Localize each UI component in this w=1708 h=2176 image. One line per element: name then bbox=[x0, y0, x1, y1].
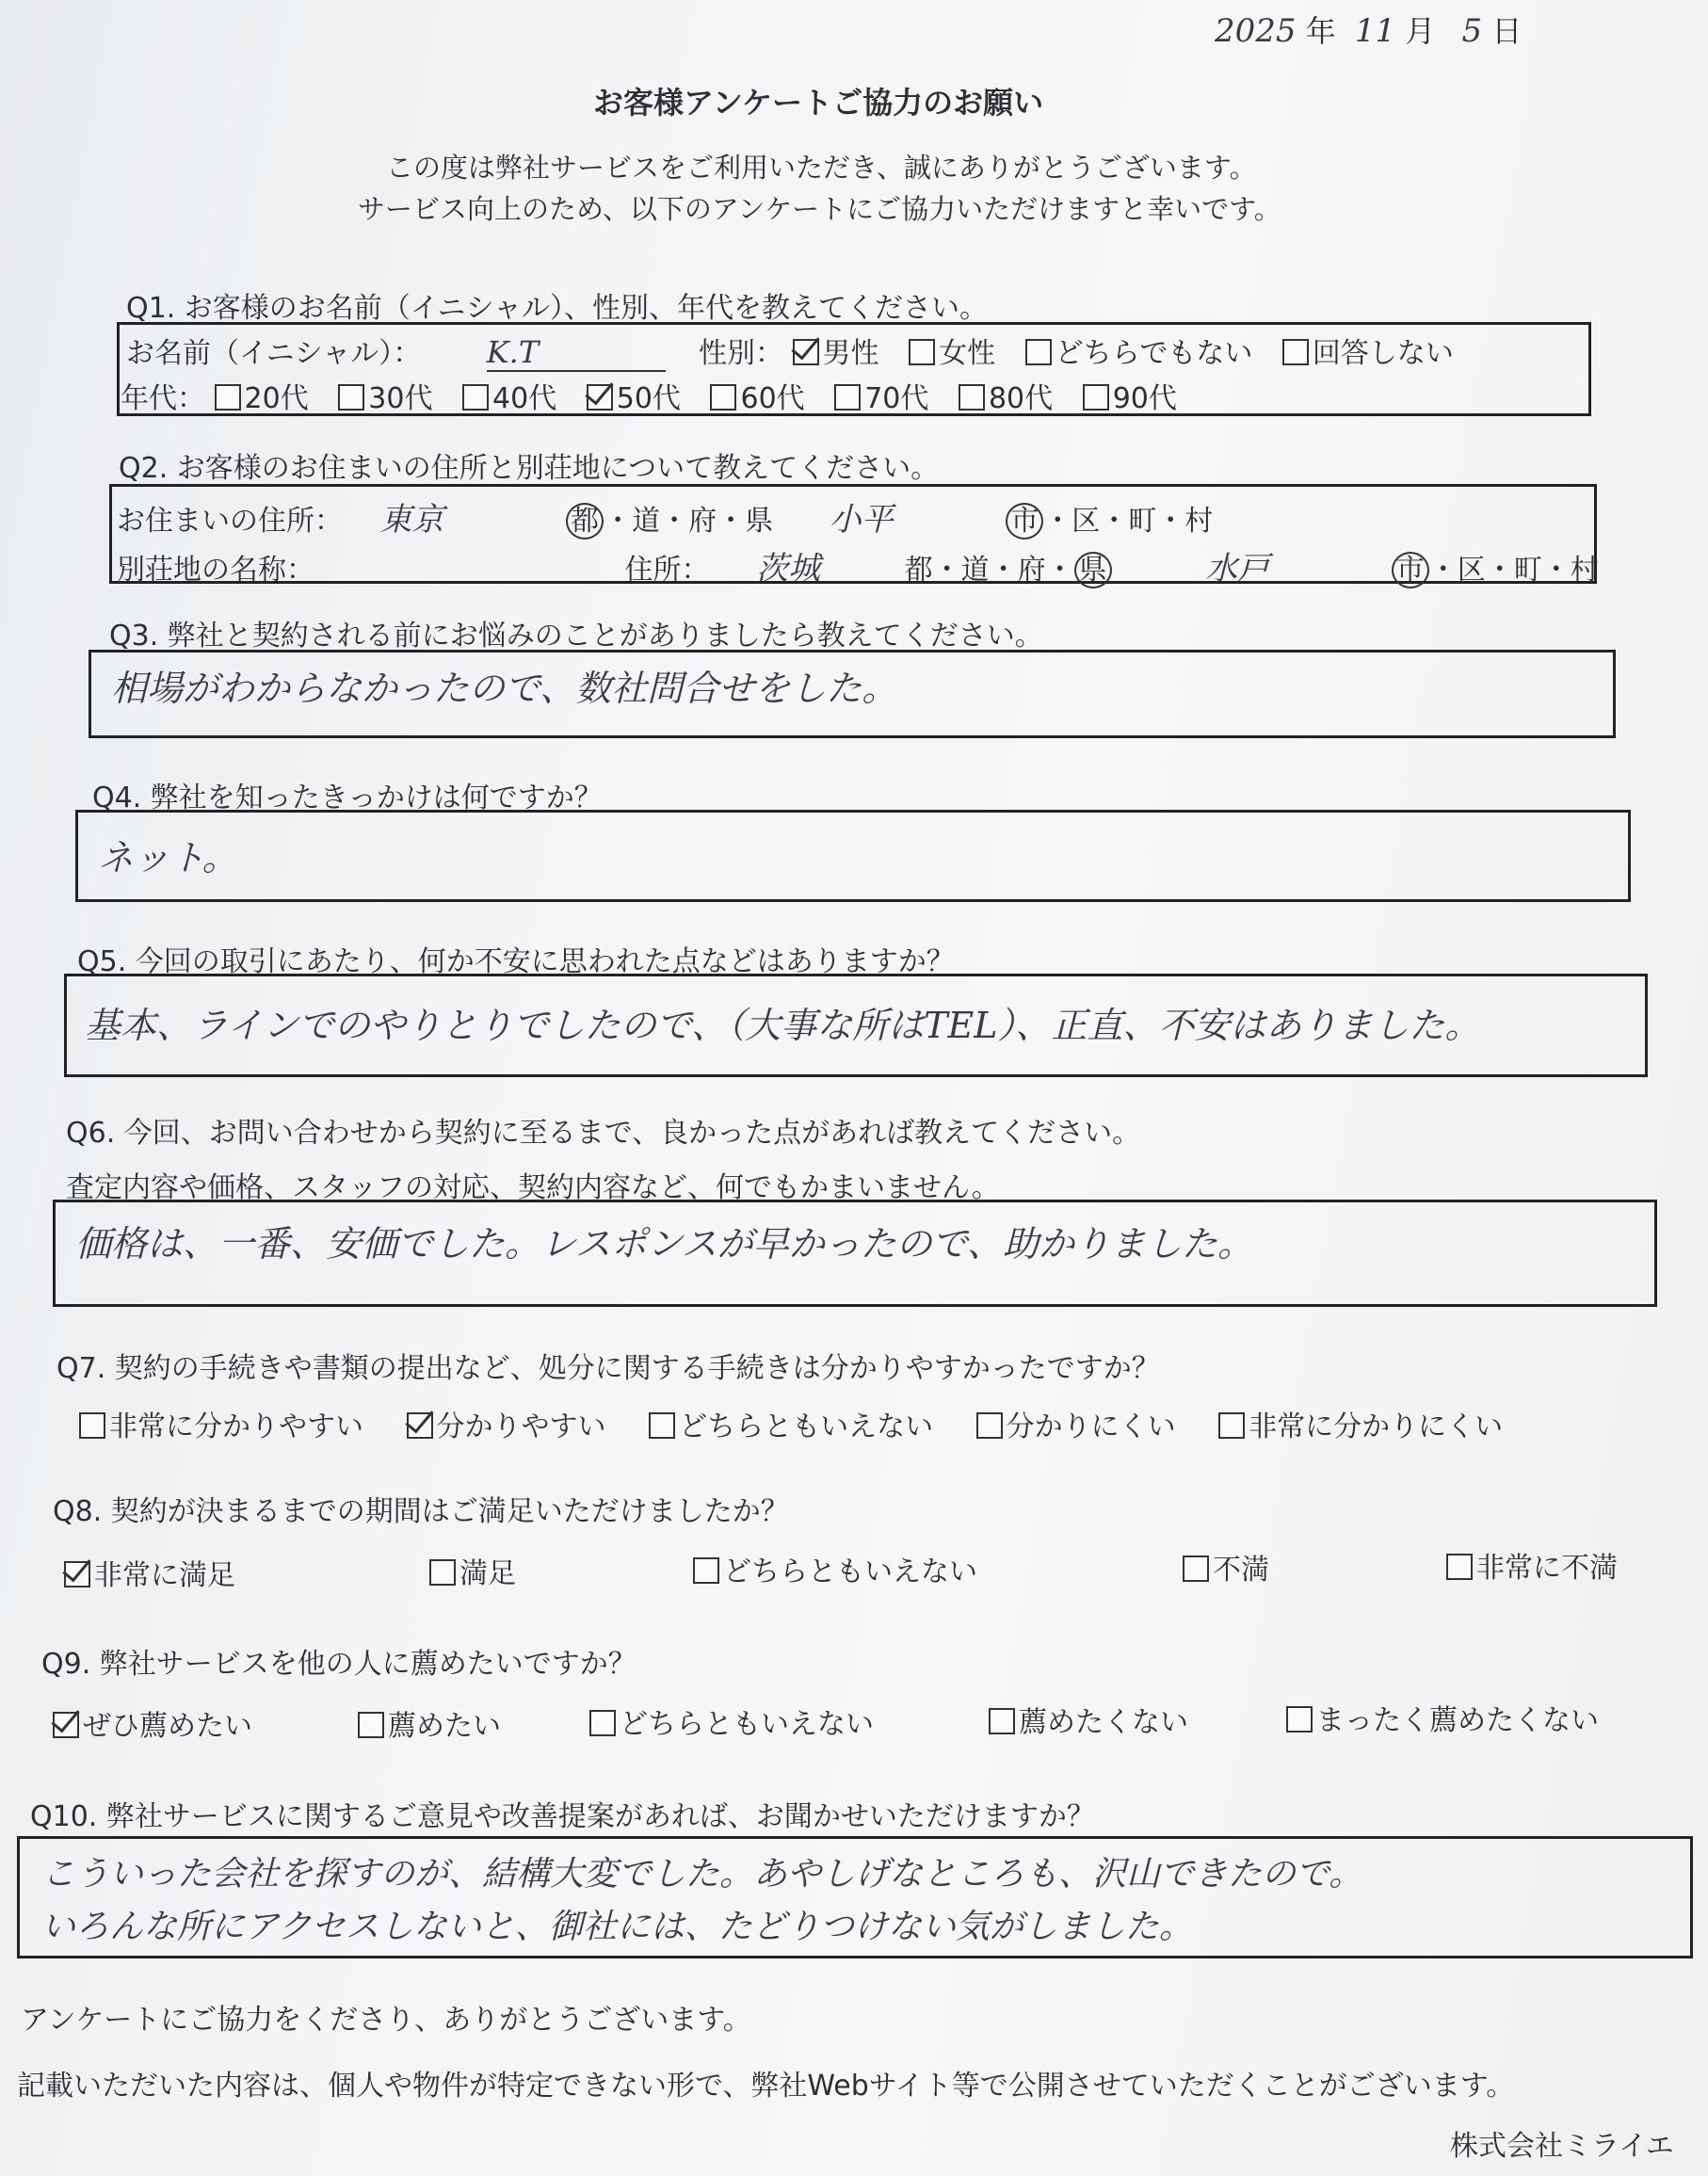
q4-answer: ネット。 bbox=[98, 837, 238, 878]
date-day: 5 bbox=[1461, 12, 1483, 50]
q10-answer-line-2: いろんな所にアクセスしないと、御社には、たどりつけない気がしました。 bbox=[41, 1908, 1193, 1946]
checkbox-icon[interactable] bbox=[429, 1559, 456, 1586]
q8-option-neutral[interactable]: どちらともいえない bbox=[693, 1548, 977, 1589]
villa-city-suffixes: 市 ・区・町・村 bbox=[1392, 554, 1599, 587]
q9-option-neutral[interactable]: どちらともいえない bbox=[589, 1701, 874, 1742]
q4-question: Q4. 弊社を知ったきっかけは何ですか？ bbox=[92, 782, 603, 814]
checkbox-icon[interactable] bbox=[976, 1412, 1003, 1439]
villa-city[interactable]: 水戸 bbox=[1205, 550, 1270, 588]
checkbox-icon[interactable] bbox=[407, 1412, 433, 1439]
q9-option-definitely[interactable]: ぜひ薦めたい bbox=[53, 1702, 252, 1744]
checkbox-icon[interactable] bbox=[462, 384, 489, 411]
age-option-90[interactable]: 90代 bbox=[1083, 382, 1177, 415]
checkbox-icon[interactable] bbox=[79, 1412, 105, 1439]
intro-line-1: この度は弊社サービスをご利用いただき、誠にありがとうございます。 bbox=[386, 152, 1257, 184]
q9-option-recommend[interactable]: 薦めたい bbox=[358, 1702, 501, 1744]
home-label: お住まいの住所： bbox=[117, 505, 343, 538]
age-option-80[interactable]: 80代 bbox=[959, 382, 1053, 415]
villa-address-label: 住所： bbox=[624, 554, 710, 587]
age-option-50[interactable]: 50代 bbox=[587, 382, 681, 415]
q5-answer: 基本、ラインでのやりとりでしたので、（大事な所はTEL）、正直、不安はありました。 bbox=[85, 1005, 1481, 1046]
q8-question: Q8. 契約が決まるまでの期間はご満足いただけましたか？ bbox=[53, 1495, 789, 1528]
age-option-60[interactable]: 60代 bbox=[710, 382, 804, 415]
gender-option-male[interactable]: 男性 bbox=[793, 337, 879, 370]
q7-options bbox=[79, 1403, 1523, 1444]
home-pref-suffixes: 都 ・道・府・県 bbox=[566, 505, 782, 538]
q7-option-very-easy[interactable]: 非常に分かりやすい bbox=[79, 1410, 363, 1443]
q4-box[interactable] bbox=[75, 810, 1631, 902]
q9-option-not-recommend[interactable]: 薦めたくない bbox=[989, 1699, 1188, 1740]
checkbox-icon[interactable] bbox=[710, 384, 736, 411]
gender-option-neither[interactable]: どちらでもない bbox=[1025, 337, 1253, 370]
q8-option-very-satisfied[interactable]: 非常に満足 bbox=[64, 1552, 235, 1593]
q3-answer: 相場がわからなかったので、数社問合せをした。 bbox=[111, 668, 898, 709]
q7-option-easy[interactable]: 分かりやすい bbox=[407, 1410, 606, 1443]
q2-villa-row bbox=[117, 542, 1599, 588]
q6-answer: 価格は、一番、安価でした。レスポンスが早かったので、助かりました。 bbox=[75, 1223, 1253, 1265]
home-city-suffixes: 市 ・区・町・村 bbox=[1006, 505, 1213, 538]
checkbox-icon[interactable] bbox=[589, 1710, 616, 1736]
q2-home-row bbox=[117, 493, 1213, 540]
q8-option-very-dissatisfied[interactable]: 非常に不満 bbox=[1446, 1544, 1618, 1586]
checkbox-icon[interactable] bbox=[1282, 339, 1309, 365]
gender-option-female[interactable]: 女性 bbox=[909, 337, 995, 370]
checkbox-icon[interactable] bbox=[53, 1712, 79, 1738]
checkbox-icon[interactable] bbox=[793, 339, 819, 365]
footer-thanks: アンケートにご協力をくださり、ありがとうございます。 bbox=[21, 2004, 751, 2037]
q3-question: Q3. 弊社と契約される前にお悩みのことがありましたら教えてください。 bbox=[109, 620, 1043, 653]
checkbox-icon[interactable] bbox=[587, 384, 613, 411]
q1-name-row bbox=[126, 330, 666, 372]
checkbox-icon[interactable] bbox=[909, 339, 935, 365]
villa-pref[interactable]: 茨城 bbox=[756, 550, 821, 588]
checkbox-icon[interactable] bbox=[834, 384, 861, 411]
q8-option-satisfied[interactable]: 満足 bbox=[429, 1550, 516, 1591]
q9-option-never[interactable]: まったく薦めたくない bbox=[1286, 1697, 1599, 1738]
intro-line-2: サービス向上のため、以下のアンケートにご協力いただけますと幸いです。 bbox=[358, 193, 1281, 225]
q9-question: Q9. 弊社サービスを他の人に薦めたいですか？ bbox=[41, 1648, 636, 1681]
date-year-unit: 年 bbox=[1305, 13, 1336, 49]
q7-option-hard[interactable]: 分かりにくい bbox=[976, 1410, 1176, 1443]
q1-age-row bbox=[121, 375, 1198, 416]
age-label: 年代： bbox=[121, 382, 205, 415]
checkbox-icon[interactable] bbox=[1218, 1412, 1245, 1439]
home-pref[interactable]: 東京 bbox=[379, 501, 444, 539]
date-day-unit: 日 bbox=[1491, 13, 1523, 49]
gender-label: 性別： bbox=[699, 337, 783, 370]
q6-sub: 査定内容や価格、スタッフの対応、契約内容など、何でもかまいません。 bbox=[66, 1171, 1000, 1204]
checkbox-icon[interactable] bbox=[1083, 384, 1109, 411]
age-option-20[interactable]: 20代 bbox=[215, 382, 309, 415]
q7-question: Q7. 契約の手続きや書類の提出など、処分に関する手続きは分かりやすかったですか？ bbox=[56, 1352, 1160, 1385]
age-option-40[interactable]: 40代 bbox=[462, 382, 556, 415]
checkbox-icon[interactable] bbox=[989, 1708, 1015, 1734]
home-city[interactable]: 小平 bbox=[829, 501, 894, 539]
age-option-70[interactable]: 70代 bbox=[834, 382, 928, 415]
q10-question: Q10. 弊社サービスに関するご意見や改善提案があれば、お聞かせいただけますか？ bbox=[30, 1800, 1095, 1833]
q1-gender-row bbox=[699, 330, 1474, 371]
page-title: お客様アンケートご協力のお願い bbox=[593, 85, 1044, 121]
checkbox-icon[interactable] bbox=[1025, 339, 1052, 365]
footer-note: 記載いただいた内容は、個人や物件が特定できない形で、弊社Webサイト等で公開させていただくことがございます。 bbox=[17, 2070, 1515, 2103]
checkbox-icon[interactable] bbox=[649, 1412, 675, 1439]
age-option-30[interactable]: 30代 bbox=[338, 382, 432, 415]
q1-question: Q1. お客様のお名前（イニシャル）、性別、年代を教えてください。 bbox=[126, 292, 988, 325]
date-month: 11 bbox=[1354, 12, 1396, 50]
checkbox-icon[interactable] bbox=[1446, 1554, 1473, 1580]
checkbox-icon[interactable] bbox=[215, 384, 241, 411]
q2-question: Q2. お客様のお住まいの住所と別荘地について教えてください。 bbox=[119, 452, 940, 485]
q8-option-dissatisfied[interactable]: 不満 bbox=[1183, 1546, 1269, 1588]
checkbox-icon[interactable] bbox=[1286, 1706, 1313, 1733]
checkbox-icon[interactable] bbox=[64, 1561, 90, 1588]
checkbox-icon[interactable] bbox=[693, 1557, 719, 1584]
name-value[interactable]: K.T bbox=[487, 334, 666, 372]
date-year: 2025 bbox=[1215, 12, 1297, 50]
q10-answer-line-1: こういった会社を探すのが、結構大変でした。あやしげなところも、沢山できたので。 bbox=[41, 1855, 1363, 1894]
q6-question: Q6. 今回、お問い合わせから契約に至るまで、良かった点があれば教えてください。 bbox=[66, 1117, 1141, 1150]
date-month-unit: 月 bbox=[1405, 13, 1436, 49]
checkbox-icon[interactable] bbox=[959, 384, 985, 411]
villa-pref-suffixes: 都・道・府・ 県 bbox=[905, 554, 1121, 587]
q5-question: Q5. 今回の取引にあたり、何か不安に思われた点などはありますか？ bbox=[77, 945, 955, 978]
villa-label: 別荘地の名称： bbox=[117, 554, 314, 587]
date bbox=[1215, 8, 1522, 51]
checkbox-icon[interactable] bbox=[1183, 1555, 1209, 1582]
checkbox-icon[interactable] bbox=[358, 1712, 384, 1738]
q7-option-very-hard[interactable]: 非常に分かりにくい bbox=[1218, 1410, 1503, 1443]
q7-option-neutral[interactable]: どちらともいえない bbox=[649, 1410, 933, 1443]
checkbox-icon[interactable] bbox=[338, 384, 364, 411]
name-label: お名前（イニシャル）： bbox=[126, 337, 422, 370]
company-name: 株式会社ミライエ bbox=[1450, 2130, 1674, 2163]
gender-option-no-answer[interactable]: 回答しない bbox=[1282, 337, 1454, 370]
